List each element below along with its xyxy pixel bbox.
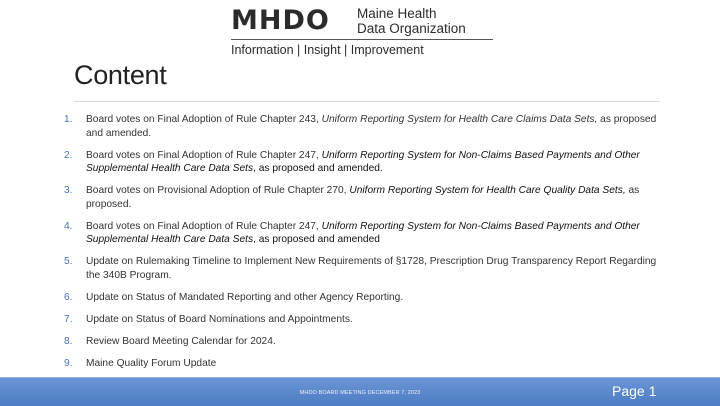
agenda-emphasis: Uniform Reporting System for Non-Claims Based Payments and Other Supplemental Health Care Data Sets xyxy=(86,220,640,246)
logo-name-line1: Maine Health xyxy=(357,6,437,21)
page-label: Page xyxy=(612,383,645,399)
agenda-number: 9. xyxy=(64,358,73,370)
agenda-text: Board votes on Final Adoption of Rule Chapter 247, xyxy=(86,220,322,232)
footer-bar xyxy=(0,377,720,406)
agenda-item-8 xyxy=(64,335,664,349)
agenda-text: Maine Quality Forum Update xyxy=(86,358,217,370)
agenda-emphasis: Uniform Reporting System for Health Care Claims Data Sets, xyxy=(321,114,598,125)
mhdo-logo xyxy=(231,5,493,57)
agenda-text: Update on Status of Mandated Reporting and other Agency Reporting. xyxy=(86,291,404,303)
agenda-emphasis: Uniform Reporting System for Non-Claims Based Payments and Other Supplemental Health Care Data Sets xyxy=(86,149,640,175)
agenda-number: 6. xyxy=(64,291,73,303)
footer-meeting-label: MHDO BOARD MEETING DECEMBER 7, 2023 xyxy=(299,390,421,396)
agenda-text: Update on Status of Board Nominations and Appointments. xyxy=(86,314,353,326)
agenda-number: 5. xyxy=(64,256,73,268)
agenda-number: 8. xyxy=(64,336,73,348)
slide-title: Content xyxy=(74,60,167,90)
logo-mark: MHDO xyxy=(231,5,330,36)
title-divider xyxy=(74,101,660,102)
agenda-number: 4. xyxy=(64,220,73,232)
agenda-text: Board votes on Final Adoption of Rule Chapter 247, xyxy=(86,149,322,161)
agenda-list xyxy=(64,113,664,379)
agenda-item-6 xyxy=(64,291,664,305)
agenda-item-7 xyxy=(64,313,664,327)
agenda-item-3 xyxy=(64,184,664,211)
agenda-text-end: , as proposed and amended xyxy=(253,234,380,246)
agenda-item-5 xyxy=(64,255,664,282)
agenda-item-2 xyxy=(64,149,664,176)
agenda-text: Board votes on Provisional Adoption of Rule Chapter 270, xyxy=(86,185,350,197)
agenda-item-9 xyxy=(64,357,664,371)
agenda-number: 7. xyxy=(64,314,73,326)
agenda-item-4 xyxy=(64,220,664,247)
agenda-emphasis: Uniform Reporting System for Health Care Quality Data Sets, xyxy=(349,185,626,197)
agenda-number: 3. xyxy=(64,185,73,197)
agenda-item-1 xyxy=(64,113,664,140)
logo-name-line2: Data Organization xyxy=(357,21,466,36)
page-number-value: 1 xyxy=(648,383,657,399)
logo-tagline: Information | Insight | Improvement xyxy=(231,43,424,57)
agenda-text: Review Board Meeting Calendar for 2024. xyxy=(86,336,276,348)
logo-org-name xyxy=(357,6,466,36)
agenda-text-end: as proposed and amended. xyxy=(86,114,657,139)
agenda-text: Update on Rulemaking Timeline to Implement New Requirements of §1728, Prescription Drug Transparency Report Regarding the 340B Program. xyxy=(86,256,657,281)
logo-divider xyxy=(231,39,493,40)
agenda-text-end: as proposed. xyxy=(86,185,640,210)
page-number xyxy=(612,383,657,399)
agenda-text: Board votes on Final Adoption of Rule Chapter 243, xyxy=(86,114,322,125)
agenda-number: 2. xyxy=(64,149,73,161)
agenda-number: 1. xyxy=(64,114,73,125)
agenda-text-end: , as proposed and amended. xyxy=(253,163,383,175)
